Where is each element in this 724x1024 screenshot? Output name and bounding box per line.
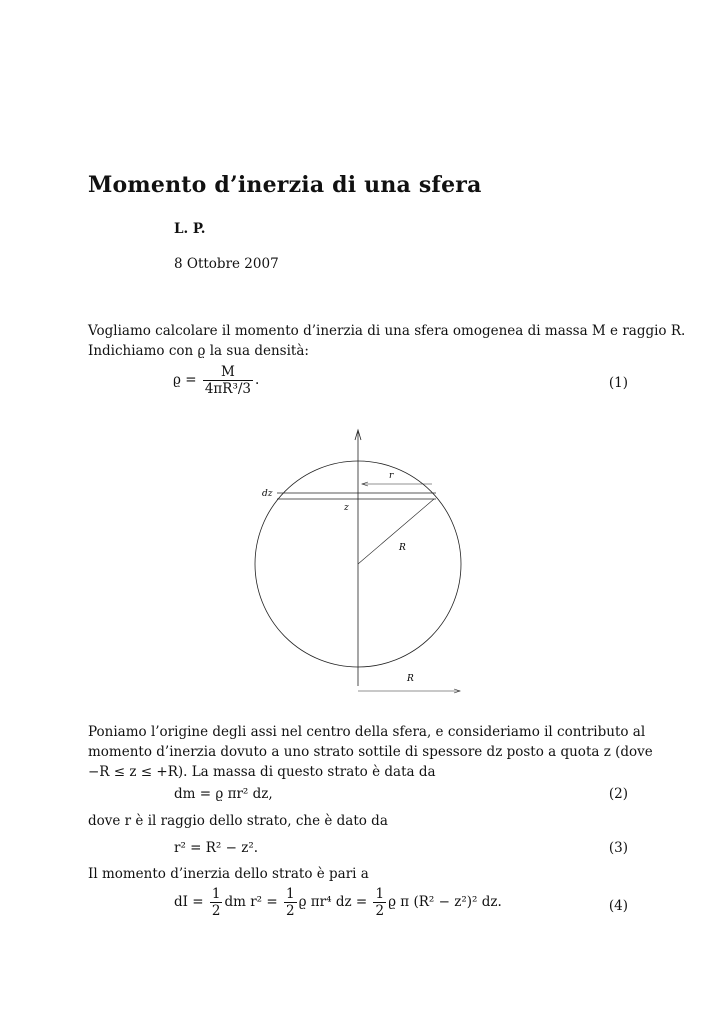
equation-4 xyxy=(174,886,502,919)
eq4-half-2: $\frac{1}{2}$ xyxy=(285,886,295,919)
eq1-lhs: ϱ = xyxy=(173,372,197,388)
page-title: Momento d’inerzia di una sfera xyxy=(88,172,482,198)
equation-2: dm = ϱ πr² dz, xyxy=(174,786,273,802)
author: L. P. xyxy=(174,221,206,237)
sphere-diagram xyxy=(248,426,473,698)
equation-number-4: (4) xyxy=(608,898,628,914)
text-after-eq3: Il momento d’inerzia dello strato è pari a xyxy=(88,866,369,882)
eq4-part3: ϱ πr⁴ dz = xyxy=(298,894,368,910)
eq1-numerator: M xyxy=(221,364,235,380)
date: 8 Ottobre 2007 xyxy=(174,256,279,272)
equation-number-3: (3) xyxy=(608,840,628,856)
para1-line-1: Poniamo l’origine degli assi nel centro della sfera, e consideriamo il contributo al xyxy=(88,724,646,740)
label-r: r xyxy=(389,471,394,481)
label-r-inner: R xyxy=(399,543,406,553)
equation-3: r² = R² − z². xyxy=(174,840,259,856)
equation-number-1: (1) xyxy=(608,375,628,391)
eq4-part2: dm r² = xyxy=(224,894,278,910)
eq4-part4: ϱ π (R² − z²)² dz. xyxy=(388,894,502,910)
eq4-part1: dI = xyxy=(174,894,204,910)
eq1-denominator: 4πR³/3 xyxy=(204,381,252,397)
equation-number-2: (2) xyxy=(608,786,628,802)
para1-line-3: −R ≤ z ≤ +R). La massa di questo strato è data da xyxy=(88,764,436,780)
eq4-half-1: $\frac{1}{2}$ xyxy=(211,886,221,919)
intro-paragraph xyxy=(88,321,686,361)
text-after-eq2: dove r è il raggio dello strato, che è dato da xyxy=(88,813,388,829)
label-z: z xyxy=(344,503,349,513)
label-r-bottom: R xyxy=(407,674,414,684)
intro-line-1: Vogliamo calcolare il momento d’inerzia di una sfera omogenea di massa M e raggio R. xyxy=(88,323,686,339)
eq1-tail: . xyxy=(255,372,260,388)
label-dz: dz xyxy=(262,489,273,499)
radius-line xyxy=(358,499,434,564)
eq4-half-3: $\frac{1}{2}$ xyxy=(375,886,385,919)
eq1-fraction xyxy=(203,364,253,397)
para1-line-2: momento d’inerzia dovuto a uno strato sottile di spessore dz posto a quota z (dove xyxy=(88,744,653,760)
body-paragraph-1 xyxy=(88,722,653,782)
equation-1 xyxy=(173,364,259,397)
intro-line-2: Indichiamo con ϱ la sua densità: xyxy=(88,343,309,359)
